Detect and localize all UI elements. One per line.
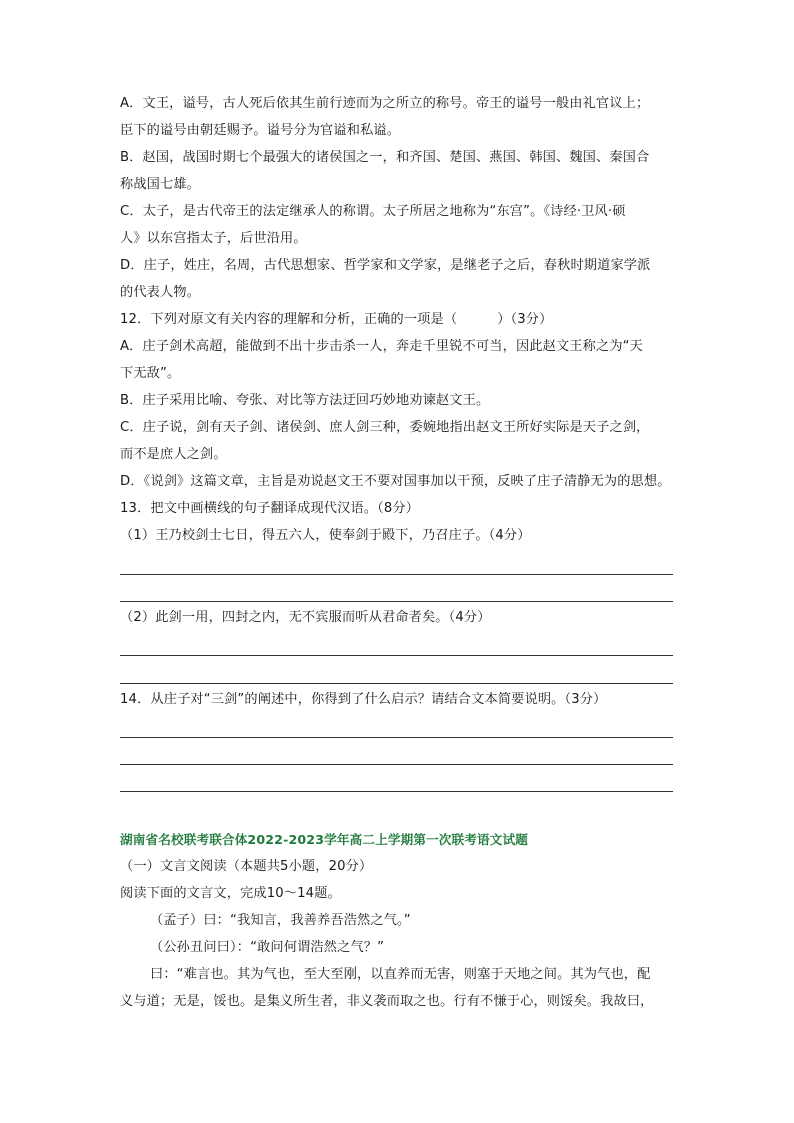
reading-instruction: 阅读下面的文言文，完成10～14题。: [120, 886, 341, 901]
question-13-sub-2: （2）此剑一用，四封之内，无不宾服而听从君命者矣。（4分）: [120, 610, 491, 625]
exam-source-title: 湖南省名校联考联合体2022-2023学年高二上学期第一次联考语文试题: [120, 832, 529, 847]
answer-line[interactable]: [120, 737, 673, 738]
q12-option-c-line-2: 而不是庶人之剑。: [120, 447, 227, 462]
option-a-line-1: A．文王，谥号，古人死后依其生前行迹而为之所立的称号。帝王的谥号一般由礼官议上；: [120, 96, 650, 111]
answer-line[interactable]: [120, 655, 673, 656]
q12-option-d: D．《说剑》这篇文章，主旨是劝说赵文王不要对国事加以干预，反映了庄子清静无为的思想。: [120, 474, 671, 489]
answer-line[interactable]: [120, 791, 673, 792]
option-c-line-1: C．太子，是古代帝王的法定继承人的称谓。太子所居之地称为“东宫”。《诗经·卫风·硕: [120, 204, 626, 219]
q12-option-c-line-1: C．庄子说，剑有天子剑、诸侯剑、庶人剑三种，委婉地指出赵文王所好实际是天子之剑，: [120, 420, 650, 435]
option-c-line-2: 人》以东宫指太子，后世沿用。: [120, 231, 307, 246]
option-d-line-1: D．庄子，姓庄，名周，古代思想家、哲学家和文学家，是继老子之后，春秋时期道家学派: [120, 258, 651, 273]
answer-line[interactable]: [120, 683, 673, 684]
q12-option-a-line-2: 下无敌”。: [120, 366, 181, 381]
passage-line: 义与道；无是，馁也。是集义所生者，非义袭而取之也。行有不慊于心，则馁矣。我故曰，: [120, 994, 654, 1009]
passage-line: （孟子）曰：“我知言，我善养吾浩然之气。”: [150, 913, 411, 928]
answer-line[interactable]: [120, 764, 673, 765]
option-b-line-2: 称战国七雄。: [120, 177, 201, 192]
q12-option-a-line-1: A．庄子剑术高超，能做到不出十步击杀一人，奔走千里锐不可当，因此赵文王称之为“天: [120, 339, 643, 354]
option-d-line-2: 的代表人物。: [120, 285, 201, 300]
option-a-line-2: 臣下的谥号由朝廷赐予。谥号分为官谥和私谥。: [120, 123, 401, 138]
section-heading: （一）文言文阅读（本题共5小题，20分）: [120, 859, 373, 874]
answer-line[interactable]: [120, 574, 673, 575]
question-13-sub-1: （1）王乃校剑士七日，得五六人，使奉剑于殿下，乃召庄子。（4分）: [120, 528, 531, 543]
q12-option-b: B．庄子采用比喻、夸张、对比等方法迂回巧妙地劝谏赵文王。: [120, 393, 490, 408]
option-b-line-1: B．赵国，战国时期七个最强大的诸侯国之一，和齐国、楚国、燕国、韩国、魏国、秦国合: [120, 150, 650, 165]
passage-line: （公孙丑问曰）：“敢问何谓浩然之气？”: [150, 940, 385, 955]
passage-line: 曰：“难言也。其为气也，至大至刚，以直养而无害，则塞于天地之间。其为气也，配: [150, 967, 651, 982]
question-12-stem: 12．下列对原文有关内容的理解和分析，正确的一项是（ ）（3分）: [120, 312, 553, 327]
answer-line[interactable]: [120, 601, 673, 602]
question-13-stem: 13．把文中画横线的句子翻译成现代汉语。（8分）: [120, 501, 420, 516]
question-14-stem: 14．从庄子对“三剑”的阐述中，你得到了什么启示？请结合文本简要说明。（3分）: [120, 692, 607, 707]
